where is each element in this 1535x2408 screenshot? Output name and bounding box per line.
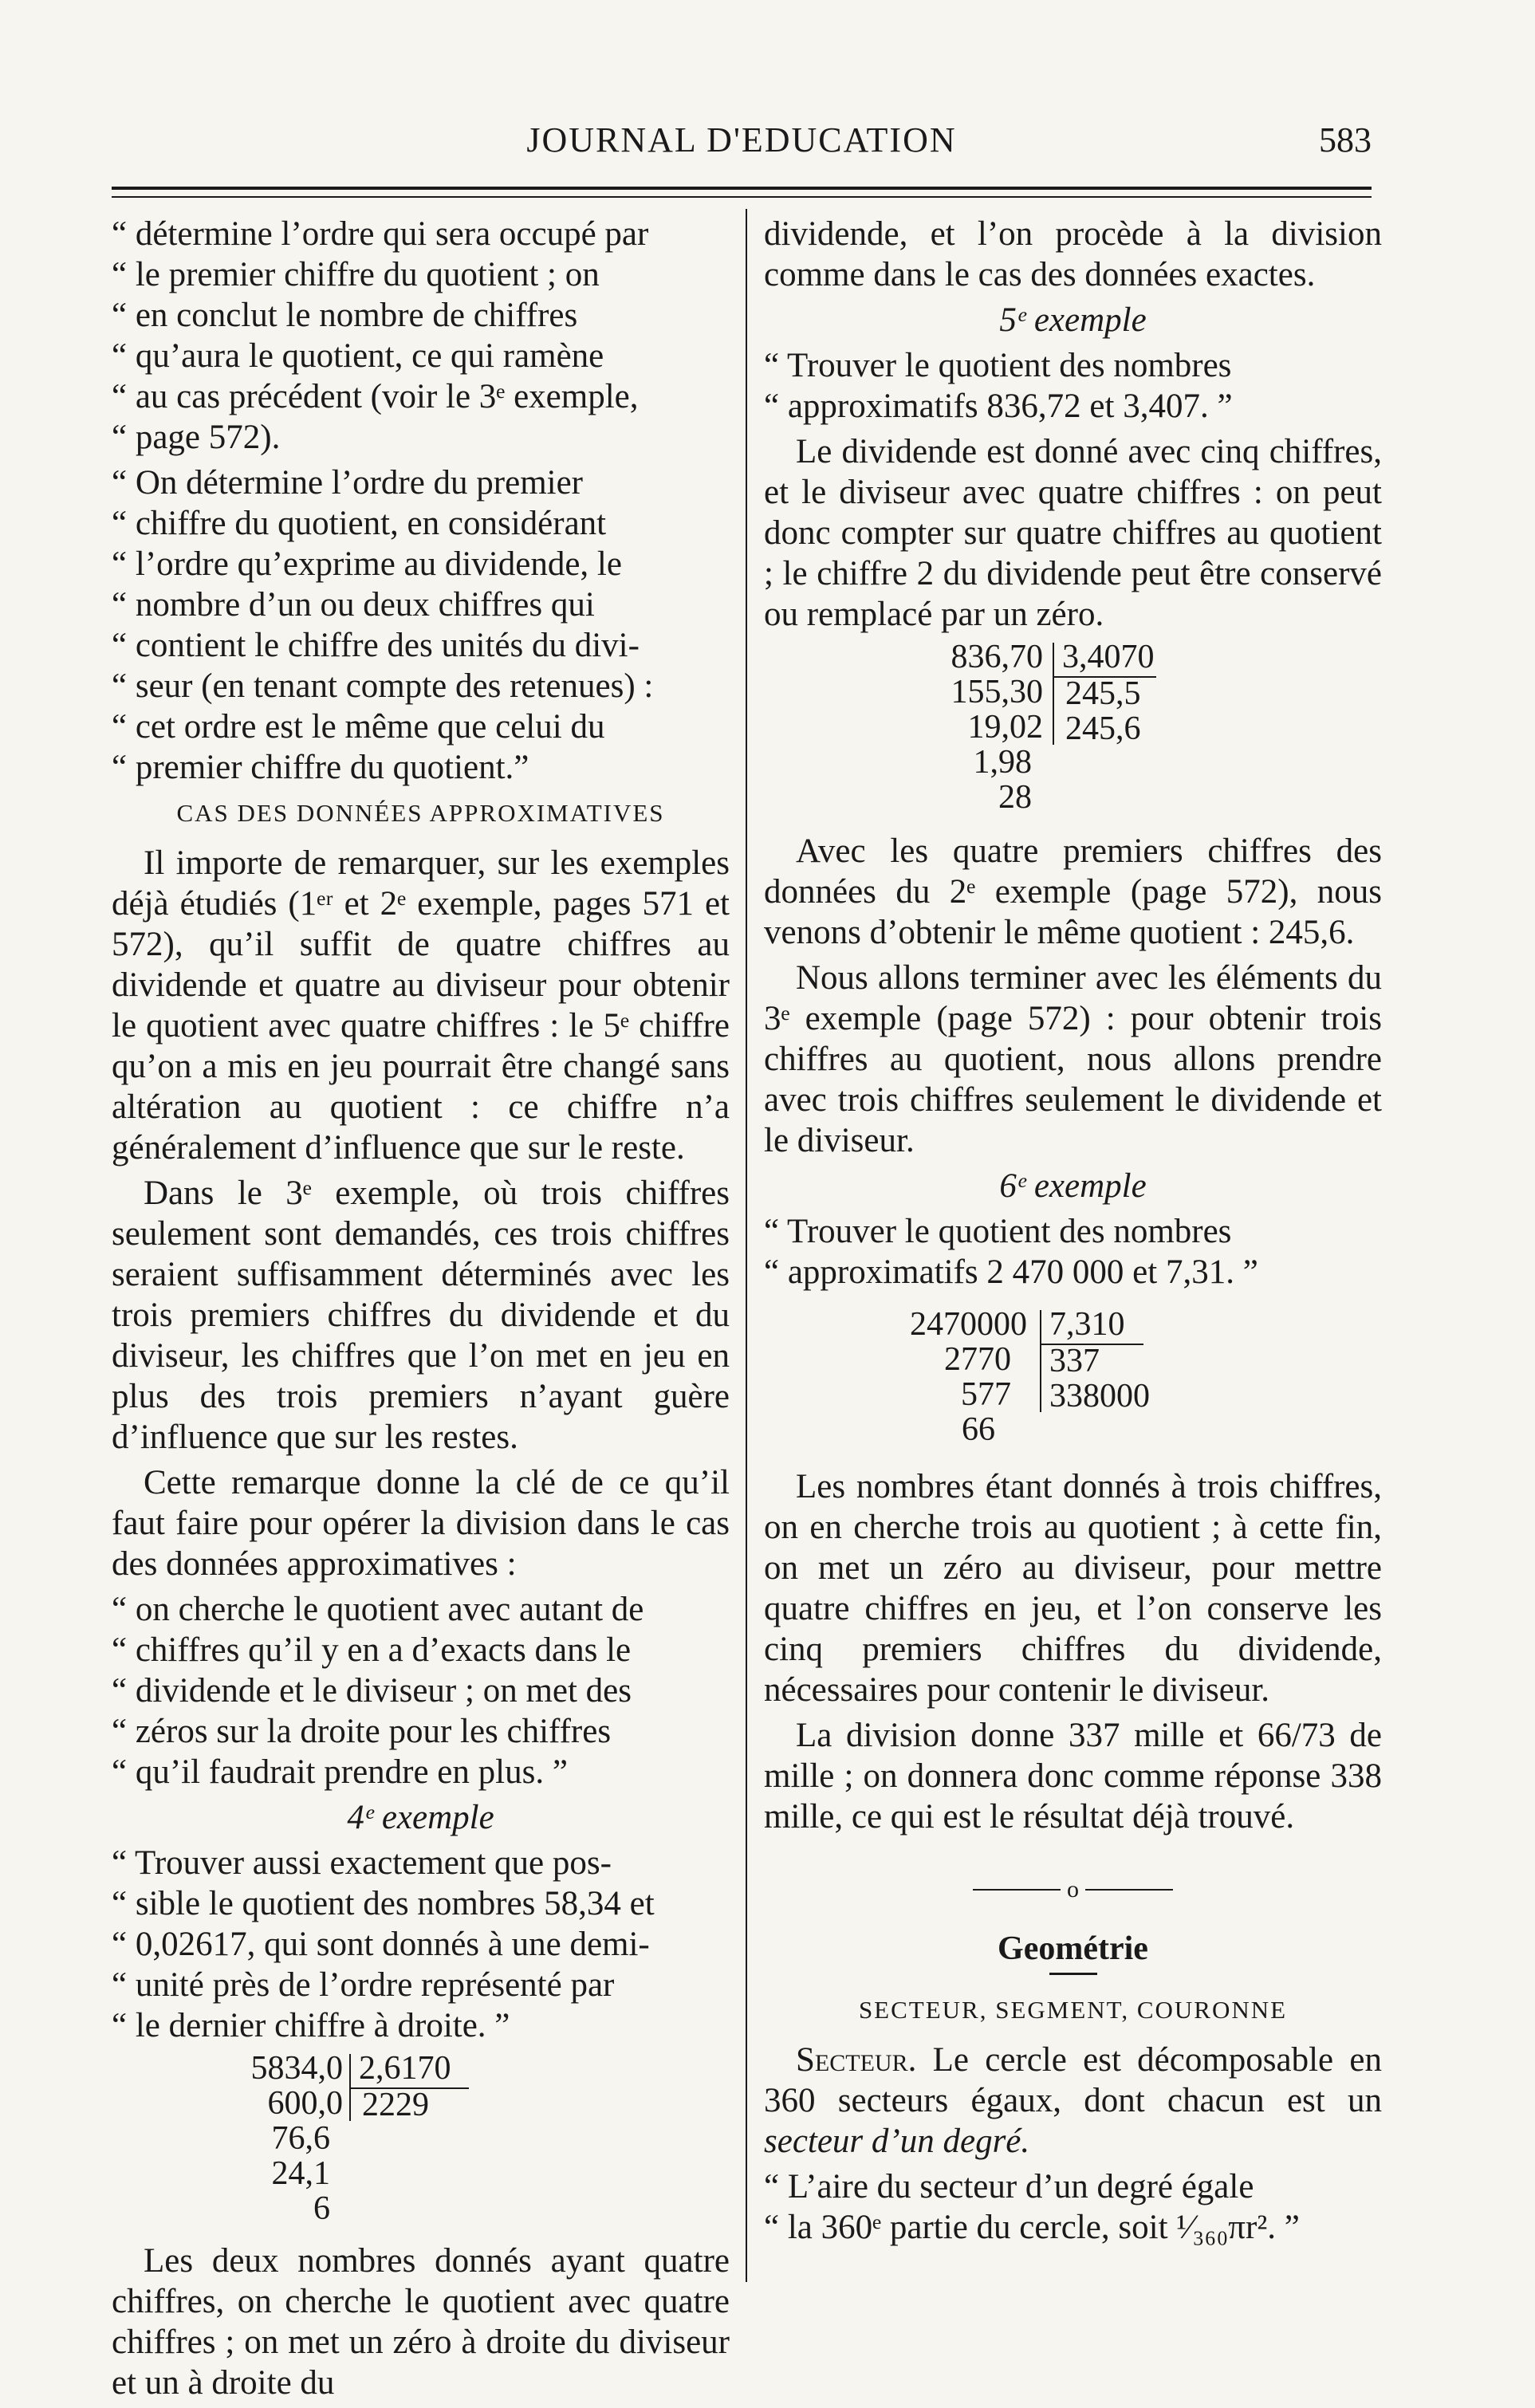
header-rule-thin — [112, 196, 1372, 198]
quote-line: “ la 360ᵉ partie du cercle, soit ¹⁄₃₆₀πr². ” — [764, 2209, 1300, 2246]
quotient-line: 337 — [1049, 1343, 1100, 1379]
quote-block-3 — [112, 1589, 730, 1792]
quote-line: “ en conclut le nombre de chiffres — [112, 297, 578, 334]
dividend-line: 24,1 — [271, 2155, 330, 2192]
header-rule-thick — [112, 187, 1372, 190]
dividend-line: 6 — [313, 2190, 330, 2227]
quote-line: “ qu’aura le quotient, ce qui ramène — [112, 337, 604, 375]
paragraph: dividende, et l’on procède à la division comme dans le cas des données exactes. — [764, 215, 1382, 293]
paragraph-text: Le cercle est décomposable en 360 secteurs égaux, dont chacun est un — [764, 2041, 1382, 2119]
paragraph: Cette remarque donne la clé de ce qu’il faut faire pour opérer la division dans le cas des données approximatives : — [112, 1464, 730, 1583]
quote-line: “ unité près de l’ordre représenté par — [112, 1966, 615, 2004]
secteur-label: Secteur. — [796, 2041, 917, 2079]
quote-line: “ zéros sur la droite pour les chiffres — [112, 1713, 612, 1750]
quote-line: “ l’ordre qu’exprime au dividende, le — [112, 545, 622, 583]
quote-block-4 — [112, 1843, 730, 2046]
quotient: 2229 — [362, 2087, 429, 2123]
division-example-5 — [764, 639, 1382, 823]
example-title: 5ᵉ exemple — [999, 301, 1147, 339]
quote-block-7 — [764, 2166, 1382, 2248]
quote-line: “ chiffres qu’il y en a d’exacts dans le — [112, 1631, 632, 1669]
right-column — [764, 214, 1382, 2253]
dividend-line: 76,6 — [271, 2120, 330, 2157]
example-title: 6ᵉ exemple — [999, 1167, 1147, 1205]
quote-line: “ détermine l’ordre qui sera occupé par — [112, 215, 649, 253]
quote-line: “ L’aire du secteur d’un degré égale — [764, 2168, 1254, 2205]
dividend-line: 19,02 — [967, 709, 1043, 746]
quote-block-1 — [112, 214, 730, 458]
quote-line: “ chiffre du quotient, en considérant — [112, 505, 607, 542]
dividend-line: 577 — [961, 1376, 1011, 1413]
dividend-line: 836,70 — [951, 639, 1043, 675]
dividend-line: 2470000 — [910, 1306, 1027, 1343]
paragraph: Nous allons terminer avec les éléments du 3ᵉ exemple (page 572) : pour obtenir trois chiffres au quotient, nous allons prendre avec trois chiffres seulement le dividende et le diviseur. — [764, 959, 1382, 1159]
separator-mark: o — [1067, 1876, 1079, 1902]
paragraph: Le dividende est donné avec cinq chiffres, et le diviseur avec quatre chiffres : on peut donc compter sur quatre chiffres au quotient ; le chiffre 2 du dividende peut être conservé ou remplacé par un zéro. — [764, 433, 1382, 633]
quote-line: “ 0,02617, qui sont donnés à une demi- — [112, 1926, 650, 1963]
quote-line: “ nombre d’un ou deux chiffres qui — [112, 586, 595, 624]
quote-block-6 — [764, 1211, 1382, 1293]
quote-line: “ au cas précédent (voir le 3ᵉ exemple, — [112, 378, 639, 415]
division-bar — [1053, 643, 1054, 745]
quote-line: “ approximatifs 836,72 et 3,407. ” — [764, 388, 1233, 425]
example-title: 4ᵉ exemple — [347, 1799, 494, 1836]
separator-line — [973, 1889, 1061, 1891]
dividend-line: 2770 — [944, 1341, 1011, 1378]
paragraph — [764, 2040, 1382, 2162]
quote-block-5 — [764, 345, 1382, 427]
quotient-line: 245,6 — [1065, 710, 1141, 747]
column-divider — [746, 209, 747, 2282]
quote-line: “ page 572). — [112, 419, 281, 456]
quote-line: “ Trouver aussi exactement que pos- — [112, 1844, 612, 1882]
quote-line: “ Trouver le quotient des nombres — [764, 1213, 1232, 1250]
dividend-line: 1,98 — [973, 744, 1032, 781]
geometry-title: Geométrie — [998, 1930, 1148, 1967]
section-heading: CAS DES DONNÉES APPROXIMATIVES — [176, 799, 665, 827]
running-head — [112, 120, 1372, 164]
quote-line: “ sible le quotient des nombres 58,34 et — [112, 1885, 655, 1922]
quote-line: “ qu’il faudrait prendre en plus. ” — [112, 1753, 568, 1791]
paragraph: Les nombres étant donnés à trois chiffres, on en cherche trois au quotient ; à cette fin, on met un zéro au diviseur, pour mettre quatre chiffres en jeu, et l’on conserve les cinq premiers chiffres du dividende, nécessaires pour contenir le diviseur. — [764, 1468, 1382, 1709]
title-rule — [1049, 1973, 1097, 1975]
quote-block-2 — [112, 462, 730, 788]
dividend-line: 28 — [998, 779, 1032, 816]
quotient-line: 245,5 — [1065, 675, 1141, 712]
paragraph: Il importe de remarquer, sur les exemples déjà étudiés (1ᵉʳ et 2ᵉ exemple, pages 571 et 572), qu’il suffit de quatre chiffres au dividende et quatre au diviseur pour obtenir le quotient avec quatre chiffres : le 5ᵉ chiffre qu’on a mis en jeu pourrait être changé sans altération au quotient : ce chiffre n’a généralement d’influence que sur le reste. — [112, 844, 730, 1167]
dividend-line: 5834,0 — [250, 2050, 343, 2087]
quote-line: “ dividende et le diviseur ; on met des — [112, 1672, 632, 1710]
dividend-line: 600,0 — [267, 2085, 343, 2122]
paragraph: Les deux nombres donnés ayant quatre chiffres, on cherche le quotient avec quatre chiffres ; on met un zéro à droite du diviseur et un à droite du — [112, 2242, 730, 2402]
quote-line: “ cet ordre est le même que celui du — [112, 708, 605, 746]
paragraph: Avec les quatre premiers chiffres des données du 2ᵉ exemple (page 572), nous venons d’obtenir le même quotient : 245,6. — [764, 832, 1382, 951]
division-example-6 — [764, 1307, 1382, 1458]
divisor: 7,310 — [1049, 1306, 1125, 1343]
paragraph: La division donne 337 mille et 66/73 de mille ; on donnera donc comme réponse 338 mille, ce qui est le résultat déjà trouvé. — [764, 1717, 1382, 1836]
division-bar — [1040, 1310, 1041, 1412]
quote-line: “ premier chiffre du quotient.” — [112, 749, 529, 786]
section-separator — [764, 1869, 1382, 1910]
paragraph: Dans le 3ᵉ exemple, où trois chiffres seulement sont demandés, ces trois chiffres seraient suffisamment déterminés avec les trois premiers chiffres du dividende et du diviseur, les chiffres que l’on met en jeu en plus des trois premiers n’ayant guère d’influence que sur les restes. — [112, 1174, 730, 1456]
quote-line: “ le premier chiffre du quotient ; on — [112, 256, 600, 293]
italic-term: secteur d’un degré. — [764, 2123, 1030, 2160]
quotient-line: 338000 — [1049, 1378, 1150, 1415]
quote-line: “ seur (en tenant compte des retenues) : — [112, 667, 654, 705]
quote-line: “ contient le chiffre des unités du divi- — [112, 627, 640, 664]
dividend-line: 66 — [962, 1411, 995, 1448]
quote-line: “ le dernier chiffre à droite. ” — [112, 2007, 510, 2044]
quote-line: “ Trouver le quotient des nombres — [764, 347, 1232, 384]
dividend-line: 155,30 — [951, 674, 1043, 710]
division-example-4 — [112, 2051, 730, 2233]
divisor: 3,4070 — [1062, 639, 1155, 675]
quote-line: “ on cherche le quotient avec autant de — [112, 1591, 644, 1628]
separator-line — [1085, 1889, 1173, 1891]
journal-title: JOURNAL D'EDUCATION — [526, 120, 957, 159]
quote-line: “ On détermine l’ordre du premier — [112, 464, 583, 502]
quote-line: “ approximatifs 2 470 000 et 7,31. ” — [764, 1253, 1258, 1291]
divisor: 2,6170 — [359, 2050, 451, 2087]
page-number: 583 — [1319, 120, 1372, 159]
geometry-subheading: SECTEUR, SEGMENT, COURONNE — [858, 1996, 1288, 2024]
left-column — [112, 214, 730, 2408]
